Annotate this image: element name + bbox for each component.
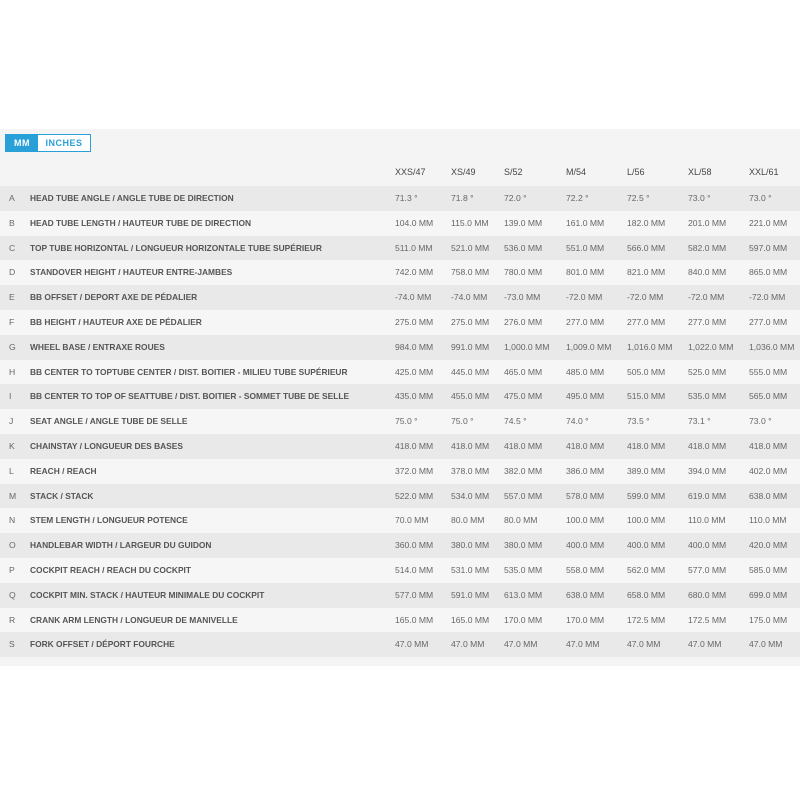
row-value-cell: 840.0 MM [688, 267, 727, 278]
size-column-header: L/56 [627, 167, 645, 177]
unit-toggle[interactable] [5, 134, 91, 152]
row-label: BB CENTER TO TOP OF SEATTUBE / DIST. BOITIER - SOMMET TUBE DE SELLE [30, 391, 350, 402]
row-letter: C [9, 242, 16, 253]
row-value-cell: 110.0 MM [688, 515, 726, 526]
row-value-cell: 275.0 MM [395, 316, 434, 327]
row-value-cell: 277.0 MM [688, 316, 727, 327]
row-letter: B [9, 217, 15, 228]
row-letter: N [9, 515, 16, 526]
row-value-cell: 1,022.0 MM [688, 341, 734, 352]
row-label: COCKPIT MIN. STACK / HAUTEUR MINIMALE DU COCKPIT [30, 589, 265, 600]
row-label: COCKPIT REACH / REACH DU COCKPIT [30, 564, 191, 575]
row-value-cell: 577.0 MM [395, 589, 434, 600]
row-value-cell: 400.0 MM [627, 540, 666, 551]
row-value-cell: 780.0 MM [504, 267, 543, 278]
row-label: REACH / REACH [30, 465, 97, 476]
row-value-cell: 558.0 MM [566, 564, 605, 575]
row-value-cell: 201.0 MM [688, 217, 727, 228]
row-value-cell: 139.0 MM [504, 217, 543, 228]
row-label: HEAD TUBE LENGTH / HAUTEUR TUBE DE DIRECTION [30, 217, 252, 228]
row-value-cell: 582.0 MM [688, 242, 727, 253]
geometry-row [0, 434, 800, 459]
row-value-cell: 47.0 MM [504, 639, 538, 650]
row-value-cell: 418.0 MM [395, 440, 434, 451]
row-value-cell: 394.0 MM [688, 465, 727, 476]
geometry-row [0, 310, 800, 335]
row-value-cell: 110.0 MM [749, 515, 787, 526]
row-label: HEAD TUBE ANGLE / ANGLE TUBE DE DIRECTION [30, 193, 234, 203]
row-letter: M [9, 490, 17, 501]
row-value-cell: 758.0 MM [451, 267, 490, 278]
row-value-cell: -72.0 MM [566, 292, 603, 303]
row-value-cell: 275.0 MM [451, 316, 490, 327]
row-value-cell: 182.0 MM [627, 217, 666, 228]
row-letter: F [9, 316, 15, 327]
row-value-cell: 699.0 MM [749, 589, 788, 600]
row-value-cell: 420.0 MM [749, 540, 788, 551]
row-label: CHAINSTAY / LONGUEUR DES BASES [30, 440, 183, 451]
row-letter: E [9, 292, 15, 303]
row-letter: Q [9, 589, 16, 600]
row-value-cell: 115.0 MM [451, 217, 489, 228]
row-value-cell: 172.5 MM [688, 614, 727, 625]
row-value-cell: 418.0 MM [566, 440, 605, 451]
row-value-cell: 991.0 MM [451, 341, 490, 352]
row-value-cell: 74.0 ° [566, 416, 589, 427]
row-value-cell: 801.0 MM [566, 267, 605, 278]
row-value-cell: 47.0 MM [749, 639, 783, 650]
row-value-cell: 74.5 ° [504, 416, 527, 427]
row-value-cell: 73.0 ° [749, 416, 772, 427]
row-letter: K [9, 440, 15, 451]
row-value-cell: 865.0 MM [749, 267, 788, 278]
row-letter: R [9, 614, 16, 625]
row-value-cell: 1,009.0 MM [566, 341, 612, 352]
row-value-cell: 591.0 MM [451, 589, 490, 600]
row-value-cell: 165.0 MM [451, 614, 490, 625]
row-value-cell: 170.0 MM [566, 614, 605, 625]
row-value-cell: 161.0 MM [566, 217, 605, 228]
row-value-cell: 562.0 MM [627, 564, 666, 575]
row-value-cell: -73.0 MM [504, 292, 541, 303]
row-label: STANDOVER HEIGHT / HAUTEUR ENTRE-JAMBES [30, 267, 233, 278]
row-value-cell: 418.0 MM [504, 440, 543, 451]
row-value-cell: 425.0 MM [395, 366, 434, 377]
row-letter: O [9, 540, 16, 551]
row-letter: G [9, 341, 16, 352]
row-value-cell: 418.0 MM [627, 440, 666, 451]
geometry-row [0, 459, 800, 484]
geometry-table-panel [0, 129, 800, 666]
row-value-cell: 70.0 MM [395, 515, 429, 526]
row-value-cell: 557.0 MM [504, 490, 543, 501]
row-label: FORK OFFSET / DÉPORT FOURCHE [30, 639, 175, 650]
geometry-row [0, 285, 800, 310]
row-value-cell: 80.0 MM [504, 515, 538, 526]
row-value-cell: 277.0 MM [566, 316, 605, 327]
row-letter: H [9, 366, 16, 377]
row-value-cell: -74.0 MM [395, 292, 432, 303]
size-column-header: XL/58 [688, 167, 712, 177]
row-value-cell: 277.0 MM [627, 316, 666, 327]
size-column-header: XS/49 [451, 167, 476, 177]
row-value-cell: 380.0 MM [504, 540, 543, 551]
row-value-cell: 418.0 MM [451, 440, 490, 451]
geometry-row [0, 608, 800, 633]
row-label: HANDLEBAR WIDTH / LARGEUR DU GUIDON [30, 540, 212, 551]
geometry-row [0, 186, 800, 211]
row-value-cell: 619.0 MM [688, 490, 727, 501]
row-value-cell: 71.3 ° [395, 193, 418, 203]
row-value-cell: 389.0 MM [627, 465, 666, 476]
row-value-cell: 1,036.0 MM [749, 341, 795, 352]
row-value-cell: 658.0 MM [627, 589, 666, 600]
row-value-cell: 445.0 MM [451, 366, 490, 377]
geometry-row [0, 360, 800, 385]
row-value-cell: 1,000.0 MM [504, 341, 550, 352]
row-value-cell: 742.0 MM [395, 267, 434, 278]
row-value-cell: 515.0 MM [627, 391, 666, 402]
row-value-cell: 455.0 MM [451, 391, 490, 402]
row-value-cell: 577.0 MM [688, 564, 727, 575]
row-value-cell: 47.0 MM [395, 639, 429, 650]
row-letter: L [9, 465, 14, 476]
row-label: SEAT ANGLE / ANGLE TUBE DE SELLE [30, 416, 188, 427]
row-value-cell: 73.0 ° [749, 193, 772, 203]
geometry-row [0, 508, 800, 533]
geometry-row [0, 384, 800, 409]
row-value-cell: 485.0 MM [566, 366, 605, 377]
row-value-cell: 73.5 ° [627, 416, 650, 427]
row-value-cell: 100.0 MM [627, 515, 666, 526]
row-value-cell: 75.0 ° [451, 416, 474, 427]
row-value-cell: 276.0 MM [504, 316, 543, 327]
row-value-cell: 418.0 MM [749, 440, 788, 451]
row-value-cell: 984.0 MM [395, 341, 434, 352]
row-value-cell: 170.0 MM [504, 614, 543, 625]
row-value-cell: 638.0 MM [749, 490, 788, 501]
row-value-cell: -72.0 MM [627, 292, 664, 303]
row-value-cell: 402.0 MM [749, 465, 788, 476]
size-column-header: S/52 [504, 167, 523, 177]
row-letter: J [9, 416, 14, 427]
row-value-cell: 536.0 MM [504, 242, 543, 253]
row-value-cell: 277.0 MM [749, 316, 788, 327]
row-value-cell: 73.0 ° [688, 193, 711, 203]
row-value-cell: 585.0 MM [749, 564, 788, 575]
row-value-cell: 47.0 MM [451, 639, 485, 650]
row-value-cell: 638.0 MM [566, 589, 605, 600]
row-value-cell: -72.0 MM [749, 292, 786, 303]
row-value-cell: 613.0 MM [504, 589, 543, 600]
row-value-cell: 47.0 MM [566, 639, 600, 650]
row-value-cell: 382.0 MM [504, 465, 543, 476]
row-value-cell: 386.0 MM [566, 465, 605, 476]
row-value-cell: 511.0 MM [395, 242, 433, 253]
row-value-cell: 551.0 MM [566, 242, 605, 253]
row-letter: P [9, 564, 15, 575]
size-column-header: XXS/47 [395, 167, 426, 177]
geometry-row [0, 632, 800, 657]
row-label: STACK / STACK [30, 490, 94, 501]
row-value-cell: 100.0 MM [566, 515, 605, 526]
row-value-cell: 435.0 MM [395, 391, 434, 402]
row-value-cell: 578.0 MM [566, 490, 605, 501]
row-value-cell: 1,016.0 MM [627, 341, 673, 352]
row-label: BB CENTER TO TOPTUBE CENTER / DIST. BOITIER - MILIEU TUBE SUPÉRIEUR [30, 366, 348, 377]
row-letter: A [9, 193, 15, 203]
row-label: WHEEL BASE / ENTRAXE ROUES [30, 341, 165, 352]
row-value-cell: 47.0 MM [627, 639, 661, 650]
row-value-cell: 495.0 MM [566, 391, 605, 402]
geometry-row [0, 211, 800, 236]
row-value-cell: 73.1 ° [688, 416, 711, 427]
row-value-cell: 221.0 MM [749, 217, 788, 228]
row-value-cell: -74.0 MM [451, 292, 488, 303]
geometry-row [0, 335, 800, 360]
row-value-cell: 400.0 MM [688, 540, 727, 551]
row-value-cell: 535.0 MM [504, 564, 543, 575]
row-label: BB OFFSET / DEPORT AXE DE PÉDALIER [30, 292, 198, 303]
row-value-cell: 680.0 MM [688, 589, 727, 600]
row-value-cell: 521.0 MM [451, 242, 490, 253]
row-value-cell: 534.0 MM [451, 490, 490, 501]
row-value-cell: 47.0 MM [688, 639, 722, 650]
row-value-cell: 475.0 MM [504, 391, 543, 402]
row-value-cell: 565.0 MM [749, 391, 788, 402]
row-value-cell: 597.0 MM [749, 242, 788, 253]
row-label: TOP TUBE HORIZONTAL / LONGUEUR HORIZONTALE TUBE SUPÉRIEUR [30, 242, 322, 253]
geometry-row [0, 583, 800, 608]
row-value-cell: 400.0 MM [566, 540, 605, 551]
row-value-cell: 372.0 MM [395, 465, 434, 476]
size-column-header: M/54 [566, 167, 587, 177]
size-column-header: XXL/61 [749, 167, 779, 177]
mm-unit-button[interactable]: MM [6, 135, 38, 151]
row-letter: D [9, 267, 16, 278]
row-value-cell: 72.2 ° [566, 193, 589, 203]
row-value-cell: 514.0 MM [395, 564, 434, 575]
row-value-cell: 80.0 MM [451, 515, 485, 526]
row-value-cell: 555.0 MM [749, 366, 788, 377]
row-value-cell: 104.0 MM [395, 217, 434, 228]
row-value-cell: 380.0 MM [451, 540, 490, 551]
geometry-row [0, 260, 800, 285]
row-value-cell: 522.0 MM [395, 490, 434, 501]
row-label: BB HEIGHT / HAUTEUR AXE DE PÉDALIER [30, 316, 202, 327]
row-value-cell: -72.0 MM [688, 292, 725, 303]
row-value-cell: 360.0 MM [395, 540, 434, 551]
row-value-cell: 418.0 MM [688, 440, 727, 451]
row-value-cell: 72.0 ° [504, 193, 527, 203]
geometry-row [0, 484, 800, 509]
geometry-row [0, 558, 800, 583]
geometry-row [0, 236, 800, 261]
geometry-row [0, 409, 800, 434]
row-letter: S [9, 639, 15, 650]
row-value-cell: 525.0 MM [688, 366, 727, 377]
row-value-cell: 175.0 MM [749, 614, 788, 625]
row-value-cell: 165.0 MM [395, 614, 434, 625]
row-label: CRANK ARM LENGTH / LONGUEUR DE MANIVELLE [30, 614, 238, 625]
row-value-cell: 71.8 ° [451, 193, 474, 203]
geometry-rows [0, 186, 800, 657]
row-value-cell: 599.0 MM [627, 490, 666, 501]
inches-unit-button[interactable]: INCHES [38, 135, 90, 151]
row-value-cell: 465.0 MM [504, 366, 543, 377]
row-value-cell: 566.0 MM [627, 242, 666, 253]
row-value-cell: 172.5 MM [627, 614, 666, 625]
row-label: STEM LENGTH / LONGUEUR POTENCE [30, 515, 188, 526]
row-value-cell: 505.0 MM [627, 366, 666, 377]
row-letter: I [9, 391, 12, 402]
row-value-cell: 535.0 MM [688, 391, 727, 402]
geometry-row [0, 533, 800, 558]
row-value-cell: 821.0 MM [627, 267, 666, 278]
row-value-cell: 531.0 MM [451, 564, 490, 575]
row-value-cell: 72.5 ° [627, 193, 650, 203]
row-value-cell: 75.0 ° [395, 416, 418, 427]
row-value-cell: 378.0 MM [451, 465, 490, 476]
size-header-row [0, 167, 800, 185]
